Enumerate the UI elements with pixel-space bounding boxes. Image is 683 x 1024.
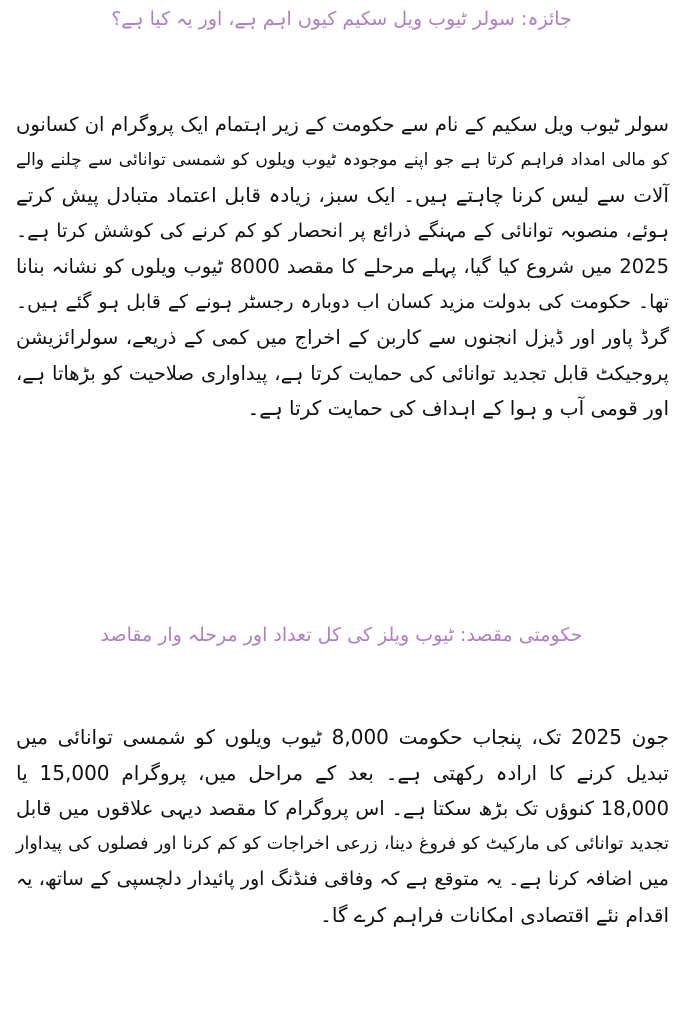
paragraph-line: اقدام نئے اقتصادی امکانات فراہم کرے گا۔ — [320, 902, 669, 927]
paragraph-line: گرڈ پاور اور ڈیزل انجنوں سے کاربن کے اخراج میں کمی کے ذریعے، سولرائزیشن — [16, 326, 669, 349]
overview-paragraph — [16, 107, 669, 427]
paragraph-line: جون 2025 تک، پنجاب حکومت 8,000 ٹیوب ویلوں کو شمسی توانائی میں — [16, 725, 669, 749]
paragraph-line: 18,000 کنوؤں تک بڑھ سکتا ہے۔ اس پروگرام کا مقصد دیہی علاقوں میں قابل — [16, 797, 669, 820]
paragraph-line: کو مالی امداد فراہم کرتا ہے جو اپنے موجودہ ٹیوب ویلوں کو شمسی توانائی سے چلنے والے — [16, 149, 669, 170]
paragraph-line: سولر ٹیوب ویل سکیم کے نام سے حکومت کے زیر اہتمام ایک پروگرام ان کسانوں — [16, 113, 669, 136]
government-goal-paragraph — [16, 720, 669, 933]
section-title-government-goal: حکومتی مقصد: ٹیوب ویلز کی کل تعداد اور مرحلہ وار مقاصد — [100, 624, 583, 646]
paragraph-line: 2025 میں شروع کیا گیا، پہلے مرحلے کا مقصد 8000 ٹیوب ویلوں کو نشانہ بنانا — [16, 255, 669, 278]
paragraph-line: تھا۔ حکومت کی بدولت مزید کسان اب دوبارہ رجسٹر ہونے کے قابل ہو گئے ہیں۔ — [16, 290, 669, 313]
section-title-overview: جائزہ: سولر ٹیوب ویل سکیم کیوں اہم ہے، اور یہ کیا ہے؟ — [111, 8, 572, 30]
paragraph-line: اور قومی آب و ہوا کے اہداف کی حمایت کرتا ہے۔ — [247, 396, 669, 420]
paragraph-line: میں اضافہ کرنا ہے۔ یہ متوقع ہے کہ وفاقی فنڈنگ اور پائیدار دلچسپی کے ساتھ، یہ — [16, 868, 669, 890]
paragraph-line: تجدید توانائی کی مارکیٹ کو فروغ دینا، زرعی اخراجات کو کم کرنا اور فصلوں کی پیداوار — [16, 833, 669, 854]
paragraph-line: آلات سے لیس کرنا چاہتے ہیں۔ ایک سبز، زیادہ قابل اعتماد متبادل پیش کرتے — [16, 183, 669, 207]
paragraph-line: پروجیکٹ قابل تجدید توانائی کی حمایت کرتا ہے، پیداواری صلاحیت کو بڑھاتا ہے، — [16, 361, 669, 385]
paragraph-line: ہوئے، منصوبہ توانائی کے مہنگے ذرائع پر انحصار کو کم کرنے کی کوشش کرتا ہے۔ — [16, 219, 669, 242]
paragraph-line: تبدیل کرنے کا ارادہ رکھتی ہے۔ بعد کے مراحل میں، پروگرام 15,000 یا — [16, 760, 669, 785]
